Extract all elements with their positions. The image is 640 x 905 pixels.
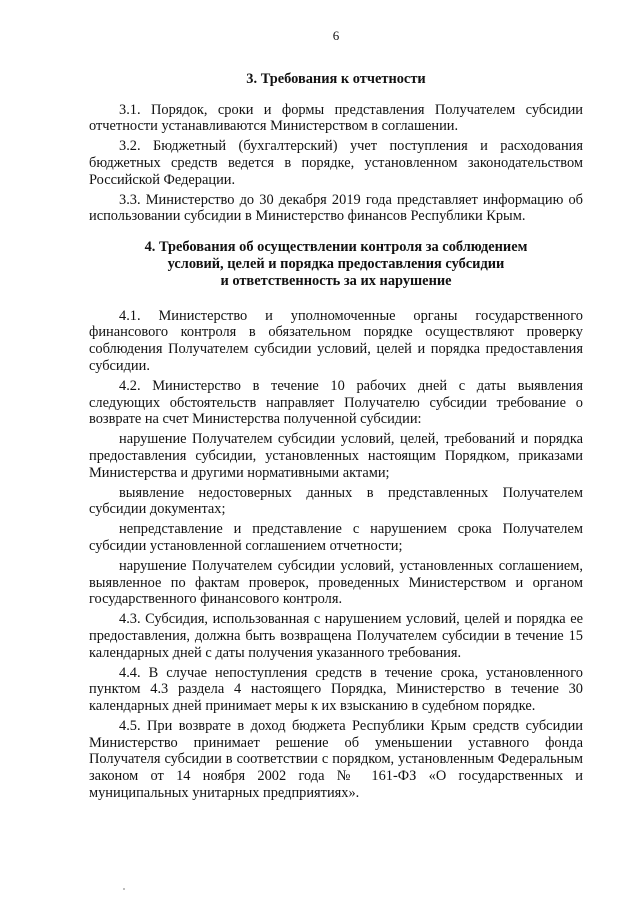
section-4-title-line: и ответственность за их нарушение (220, 272, 452, 289)
paragraph-4-4: 4.4. В случае непоступления средств в течение срока, установленного пунктом 4.3 раздела 4 настоящего Порядка, Министерство в течение 30 календарных дней принимает меры к их взысканию в судебном порядке. (89, 664, 583, 715)
list-item-late-reporting: непредставление и представление с нарушением срока Получателем субсидии установленной соглашением отчетности; (89, 521, 583, 554)
paragraph-4-2: 4.2. Министерство в течение 10 рабочих дней с даты выявления следующих обстоятельств направляет Получателю субсидии требование о возврате на счет Министерства полученной субсидии: (89, 377, 583, 428)
paragraph-4-3: 4.3. Субсидия, использованная с нарушением условий, целей и порядка ее предоставления, должна быть возвращена Получателем субсидии в течение 15 календарных дней с даты получения указанного требования. (89, 611, 583, 661)
list-item-violation: нарушение Получателем субсидии условий, целей, требований и порядка предоставления субсидии, установленных настоящим Порядком, приказами Министерства и другими нормативными актами; (89, 431, 583, 481)
list-item-audit-violation: нарушение Получателем субсидии условий, установленных соглашением, выявленное по фактам проверок, проведенных Министерством и органом государственного финансового контроля. (89, 557, 583, 608)
section-4-title-line: условий, целей и порядка предоставления субсидии (167, 255, 505, 272)
page-number: 6 (332, 28, 340, 43)
document-page (89, 28, 583, 805)
paragraph-4-5: 4.5. При возврате в доход бюджета Республики Крым средств субсидии Министерство принимает решение об уменьшении уставного фонда Получателя субсидии в соответствии с порядком, установленным Федеральным законом от 14 ноября 2002 года № 161-ФЗ «О государственных и муниципальных унитарных предприятиях». (89, 717, 583, 802)
list-item-false-data: выявление недостоверных данных в представленных Получателем субсидии документах; (89, 484, 583, 518)
paragraph-3-3: 3.3. Министерство до 30 декабря 2019 года представляет информацию об использовании субсидии в Министерство финансов Республики Крым. (89, 191, 583, 225)
section-4-title-line: 4. Требования об осуществлении контроля за соблюдением (144, 239, 528, 256)
paragraph-3-2: 3.2. Бюджетный (бухгалтерский) учет поступления и расходования бюджетных средств ведется в порядке, установленном законодательством Российской Федерации. (89, 138, 583, 188)
section-3-title: 3. Требования к отчетности (246, 70, 426, 87)
paragraph-4-1: 4.1. Министерство и уполномоченные органы государственного финансового контроля в обязательном порядке осуществляют проверку соблюдения Получателем субсидии условий, целей и порядка предоставления субсидии. (89, 307, 583, 374)
paragraph-3-1: 3.1. Порядок, сроки и формы представления Получателем субсидии отчетности устанавливаются Министерством в соглашении. (89, 101, 583, 135)
section-4-title (89, 239, 583, 289)
scan-speck (123, 888, 125, 890)
